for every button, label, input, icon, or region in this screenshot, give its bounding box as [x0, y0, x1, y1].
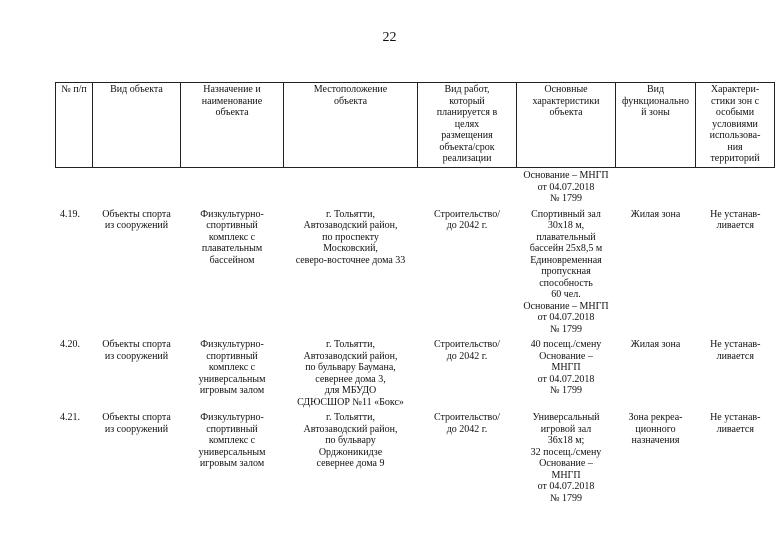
text-line: № 1799 — [549, 385, 583, 396]
text-line: Спортивный зал — [531, 208, 601, 220]
text-line: особыми — [715, 107, 755, 118]
text-line: способность — [539, 277, 593, 289]
text-line: до 2042 г. — [446, 220, 488, 231]
row-characteristics — [517, 408, 616, 504]
text-line: пропускная — [541, 266, 591, 277]
text-line: от 04.07.2018 — [537, 181, 595, 193]
text-line: Не устанав- — [710, 412, 761, 423]
text-line: Объекты спорта — [102, 339, 171, 350]
text-line: от 04.07.2018 — [537, 373, 595, 385]
row-object-type — [93, 205, 181, 336]
text-line: из сооружений — [104, 350, 169, 362]
row-works — [418, 205, 517, 336]
text-line: Не устанав- — [710, 339, 761, 350]
continuation-characteristics — [517, 168, 616, 205]
row-characteristics — [517, 205, 616, 336]
text-line: планируется в — [436, 107, 498, 118]
text-line: Строительство/ — [434, 412, 500, 423]
text-line: объекта — [333, 95, 368, 107]
row-location — [284, 205, 418, 336]
text-line: Строительство/ — [434, 208, 500, 220]
header-zone — [616, 83, 696, 168]
text-line: Основные — [544, 84, 588, 95]
text-line: комплекс с — [208, 231, 256, 243]
header-object-type — [93, 83, 181, 168]
text-line: из сооружений — [104, 220, 169, 231]
row-special-zones — [696, 205, 775, 336]
text-line: Не устанав- — [710, 208, 761, 220]
text-line: Автозаводский район, — [303, 423, 398, 435]
text-line: использова- — [709, 130, 761, 141]
text-line: игровой зал — [540, 423, 592, 435]
row-zone — [616, 335, 696, 408]
text-line: г. Тольятти, — [326, 208, 375, 220]
text-line: до 2042 г. — [446, 350, 488, 362]
text-line: Автозаводский район, — [303, 350, 398, 362]
header-location — [284, 83, 418, 168]
text-line: по бульвару Баумана, — [305, 362, 396, 373]
text-line: Единовременная — [530, 254, 602, 266]
text-line: г. Тольятти, — [326, 412, 375, 423]
text-line: целях — [454, 118, 480, 130]
text-line: 36х18 м; — [547, 435, 585, 446]
text-line: Московский, — [323, 243, 378, 254]
text-line: назначения — [631, 435, 680, 446]
text-line: г. Тольятти, — [326, 339, 375, 350]
text-line: объекта — [549, 107, 583, 118]
row-purpose — [181, 408, 284, 504]
text-line: из сооружений — [104, 423, 169, 435]
text-line: Местоположение — [313, 84, 388, 95]
row-purpose — [181, 335, 284, 408]
row-zone — [616, 205, 696, 336]
text-line: севернее дома 3, — [315, 373, 386, 385]
row-num: 4.19. — [56, 205, 93, 336]
header-works — [418, 83, 517, 168]
text-line: № 1799 — [549, 323, 583, 335]
text-line: 60 чел. — [551, 289, 581, 300]
text-line: объекта/срок — [439, 141, 495, 153]
text-line: ния — [727, 141, 743, 153]
text-line: наименование — [201, 95, 263, 107]
header-purpose — [181, 83, 284, 168]
row-special-zones — [696, 408, 775, 504]
text-line: игровым залом — [199, 458, 265, 469]
text-line: плавательный — [536, 231, 596, 243]
text-line: Вид работ, — [444, 84, 490, 95]
table-row — [56, 335, 775, 408]
text-line: комплекс с — [208, 435, 256, 446]
text-line: Зона рекреа- — [628, 412, 683, 423]
text-line: Орджоникидзе — [318, 446, 383, 458]
text-line: Физкультурно- — [200, 208, 264, 220]
text-line: № 1799 — [549, 492, 583, 504]
row-location — [284, 335, 418, 408]
row-object-type — [93, 408, 181, 504]
text-line: по проспекту — [322, 231, 379, 243]
text-line: Физкультурно- — [200, 412, 264, 423]
row-location — [284, 408, 418, 504]
table-row — [56, 205, 775, 336]
text-line: объекта — [215, 107, 249, 118]
header-special-zones — [696, 83, 775, 168]
text-line: Автозаводский район, — [303, 220, 398, 231]
text-line: универсальным — [198, 446, 266, 458]
text-line: Основание – — [539, 350, 593, 362]
text-line: ционного — [635, 423, 676, 435]
text-line: до 2042 г. — [446, 423, 488, 435]
header-num — [56, 83, 93, 168]
text-line: Физкультурно- — [200, 339, 264, 350]
text-line: Универсальный — [532, 412, 600, 423]
text-line: 32 посещ./смену — [530, 446, 602, 458]
row-num: 4.20. — [56, 335, 93, 408]
text-line: от 04.07.2018 — [537, 481, 595, 492]
header-characteristics — [517, 83, 616, 168]
text-line: бассейном — [209, 254, 255, 266]
text-line: Вид — [646, 84, 665, 95]
row-works — [418, 408, 517, 504]
text-line: размещения — [441, 130, 493, 141]
text-line: Объекты спорта — [102, 412, 171, 423]
text-line: № п/п — [61, 84, 87, 95]
text-line: 40 посещ./смену — [530, 339, 602, 350]
text-line: севернее дома 9 — [316, 458, 385, 469]
text-line: условиями — [712, 118, 758, 130]
text-line: спортивный — [206, 220, 258, 231]
text-line: Вид объекта — [110, 84, 163, 95]
text-line: СДЮСШОР №11 «Бокс» — [297, 396, 404, 408]
row-num: 4.21. — [56, 408, 93, 504]
text-line: характеристики — [532, 95, 600, 107]
text-line: игровым залом — [199, 385, 265, 396]
text-line: который — [449, 95, 485, 107]
text-line: от 04.07.2018 — [537, 312, 595, 323]
text-line: комплекс с — [208, 362, 256, 373]
text-line: № 1799 — [549, 193, 583, 204]
text-line: для МБУДО — [324, 385, 377, 396]
text-line: Строительство/ — [434, 339, 500, 350]
text-line: по бульвару — [325, 435, 376, 446]
text-line: ливается — [716, 423, 754, 435]
row-characteristics — [517, 335, 616, 408]
page-number: 22 — [382, 30, 397, 45]
row-zone — [616, 408, 696, 504]
objects-table — [55, 82, 775, 504]
row-purpose — [181, 205, 284, 336]
text-line: функционально — [622, 95, 689, 107]
continuation-row — [56, 168, 775, 205]
text-line: МНГП — [551, 469, 581, 481]
text-line: ливается — [716, 220, 754, 231]
text-line: спортивный — [206, 423, 258, 435]
text-line: Назначение и — [203, 84, 261, 95]
text-line: универсальным — [198, 373, 266, 385]
row-works — [418, 335, 517, 408]
text-line: территорий — [710, 153, 760, 164]
text-line: плавательным — [201, 243, 263, 254]
row-object-type — [93, 335, 181, 408]
text-line: ливается — [716, 350, 754, 362]
text-line: реализации — [442, 153, 492, 164]
text-line: северо-восточнее дома 33 — [295, 254, 406, 266]
table-row — [56, 408, 775, 504]
text-line: Основание – МНГП — [523, 170, 609, 181]
text-line: Основание – — [539, 458, 593, 469]
text-line: Жилая зона — [630, 339, 681, 350]
text-line: спортивный — [206, 350, 258, 362]
text-line: МНГП — [551, 362, 581, 373]
row-special-zones — [696, 335, 775, 408]
text-line: Объекты спорта — [102, 208, 171, 220]
text-line: 30х18 м, — [547, 220, 585, 231]
text-line: бассейн 25х8,5 м — [529, 243, 603, 254]
text-line: стики зон с — [710, 95, 760, 107]
text-line: Основание – МНГП — [523, 300, 609, 312]
text-line: Жилая зона — [630, 208, 681, 220]
text-line: Характери- — [710, 84, 760, 95]
text-line: й зоны — [641, 107, 670, 118]
table-header-row — [56, 83, 775, 168]
